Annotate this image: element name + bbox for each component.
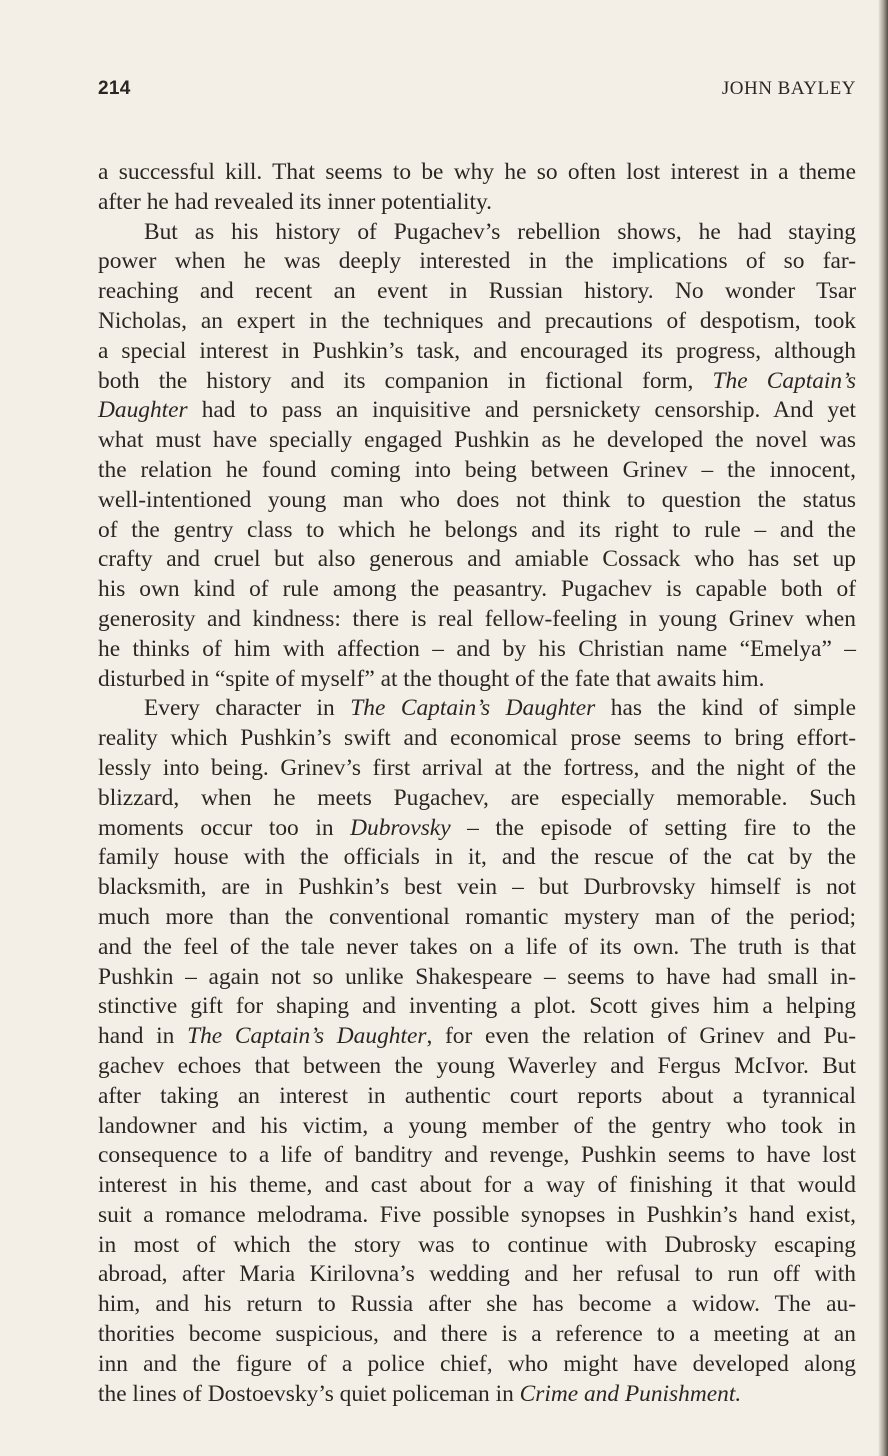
text-line	[98, 247, 856, 277]
running-head: JOHN BAYLEY	[721, 78, 856, 99]
text-run: gachev echoes that between the young Waverley and Fergus McIvor. But	[98, 1052, 856, 1079]
text-run: the lines of Dostoevsky’s quiet policeman in	[98, 1380, 520, 1407]
text-line	[98, 516, 856, 546]
text-line	[98, 1052, 856, 1082]
text-line	[98, 1231, 856, 1261]
text-line	[98, 1112, 856, 1142]
text-run: after taking an interest in authentic court reports about a tyrannical	[98, 1082, 856, 1109]
text-run: stinctive gift for shaping and inventing a plot. Scott gives him a helping	[98, 993, 856, 1020]
text-run: Pushkin – again not so unlike Shakespeare – seems to have had small in-	[98, 963, 856, 990]
text-run: Every character in	[144, 695, 351, 722]
text-run: disturbed in “spite of myself” at the thought of the fate that awaits him.	[98, 665, 765, 692]
text-line	[98, 605, 856, 635]
text-run: hand in	[98, 1023, 188, 1050]
text-line	[98, 873, 856, 903]
text-line	[98, 545, 856, 575]
text-line	[98, 188, 856, 218]
text-run: – the episode of setting fire to the	[450, 814, 856, 841]
page-header	[98, 78, 856, 108]
text-line	[98, 1171, 856, 1201]
text-run: thorities become suspicious, and there is a reference to a meeting at an	[98, 1321, 856, 1348]
text-line	[98, 1320, 856, 1350]
text-run: much more than the conventional romantic mystery man of the period;	[98, 903, 856, 930]
text-line	[98, 992, 856, 1022]
text-line	[98, 158, 856, 188]
text-line	[98, 1022, 856, 1052]
text-run: suit a romance melodrama. Five possible synopses in Pushkin’s hand exist,	[98, 1201, 856, 1228]
text-run: has the kind of simple	[595, 695, 856, 722]
paragraph	[98, 694, 856, 1409]
text-run: generosity and kindness: there is real fellow-feeling in young Grinev when	[98, 605, 856, 632]
italic-title: The Captain’s Daughter	[187, 1023, 427, 1050]
text-line	[98, 724, 856, 754]
italic-title: The Captain’s	[712, 367, 856, 394]
italic-title: Daughter	[98, 397, 188, 424]
text-run: crafty and cruel but also generous and amiable Cossack who has set up	[98, 546, 856, 573]
text-line	[98, 903, 856, 933]
text-run: he thinks of him with affection – and by his Christian name “Emelya” –	[98, 635, 856, 662]
text-run: moments occur too in	[98, 814, 351, 841]
paragraph	[98, 158, 856, 218]
text-run: the relation he found coming into being between Grinev – the innocent,	[98, 456, 856, 483]
text-line	[98, 963, 856, 993]
text-line	[98, 307, 856, 337]
text-run: what must have specially engaged Pushkin as he developed the novel was	[98, 427, 856, 454]
text-line	[98, 814, 856, 844]
text-line	[98, 1290, 856, 1320]
text-line	[98, 277, 856, 307]
text-run: reaching and recent an event in Russian history. No wonder Tsar	[98, 278, 856, 305]
text-run: a successful kill. That seems to be why he so often lost interest in a theme	[98, 159, 856, 185]
italic-title: The Captain’s Daughter	[350, 695, 596, 722]
text-run: abroad, after Maria Kirilovna’s wedding and her refusal to run off with	[98, 1261, 856, 1288]
text-run: lessly into being. Grinev’s first arrival at the fortress, and the night of the	[98, 754, 856, 781]
page-edge-shadow	[878, 0, 888, 1456]
text-run: had to pass an inquisitive and persnickety censorship. And yet	[187, 397, 856, 424]
text-line	[98, 456, 856, 486]
text-line	[98, 1201, 856, 1231]
italic-title: Dubrovsky	[350, 814, 451, 841]
text-line	[98, 367, 856, 397]
text-run: and the feel of the tale never takes on a life of its own. The truth is that	[98, 933, 856, 960]
text-line	[98, 1082, 856, 1112]
text-run: But as his history of Pugachev’s rebellion shows, he had staying	[144, 218, 856, 245]
text-line	[98, 486, 856, 516]
text-line	[98, 337, 856, 367]
text-line	[98, 754, 856, 784]
text-run: inn and the figure of a police chief, who might have developed along	[98, 1350, 856, 1377]
text-line	[98, 635, 856, 665]
text-run: consequence to a life of banditry and revenge, Pushkin seems to have lost	[98, 1142, 856, 1169]
text-line	[98, 784, 856, 814]
text-line	[98, 426, 856, 456]
text-line	[98, 575, 856, 605]
text-run: , for even the relation of Grinev and Pu-	[426, 1023, 856, 1050]
text-line	[98, 665, 856, 695]
text-line	[98, 1141, 856, 1171]
text-run: his own kind of rule among the peasantry. Pugachev is capable both of	[98, 576, 856, 603]
text-run: well-intentioned young man who does not think to question the status	[98, 486, 856, 513]
text-line	[98, 933, 856, 963]
page-number: 214	[98, 78, 131, 99]
text-line	[98, 396, 856, 426]
text-run: of the gentry class to which he belongs and its right to rule – and the	[98, 516, 856, 543]
text-run: Nicholas, an expert in the techniques and precautions of despotism, took	[98, 307, 856, 334]
text-line	[98, 218, 856, 248]
text-run: him, and his return to Russia after she has become a widow. The au-	[98, 1291, 856, 1318]
text-run: interest in his theme, and cast about for a way of finishing it that would	[98, 1172, 856, 1199]
body-text	[98, 158, 856, 1409]
text-run: blacksmith, are in Pushkin’s best vein – but Durbrovsky himself is not	[98, 874, 856, 901]
text-line	[98, 1350, 856, 1380]
text-run: blizzard, when he meets Pugachev, are especially memorable. Such	[98, 784, 856, 811]
text-run: family house with the officials in it, and the rescue of the cat by the	[98, 844, 856, 871]
text-line	[98, 843, 856, 873]
text-line	[98, 1260, 856, 1290]
text-run: both the history and its companion in fictional form,	[98, 367, 713, 394]
text-run: after he had revealed its inner potentiality.	[98, 188, 493, 215]
text-run: reality which Pushkin’s swift and economical prose seems to bring effort-	[98, 725, 856, 752]
text-line	[98, 694, 856, 724]
italic-title: Crime and Punishment.	[519, 1380, 742, 1407]
paragraph	[98, 218, 856, 695]
text-run: landowner and his victim, a young member of the gentry who took in	[98, 1112, 856, 1139]
text-run: power when he was deeply interested in the implications of so far-	[98, 248, 856, 275]
text-run: a special interest in Pushkin’s task, and encouraged its progress, although	[98, 337, 856, 364]
text-run: in most of which the story was to continue with Dubrosky escaping	[98, 1231, 856, 1258]
text-line	[98, 1380, 856, 1410]
